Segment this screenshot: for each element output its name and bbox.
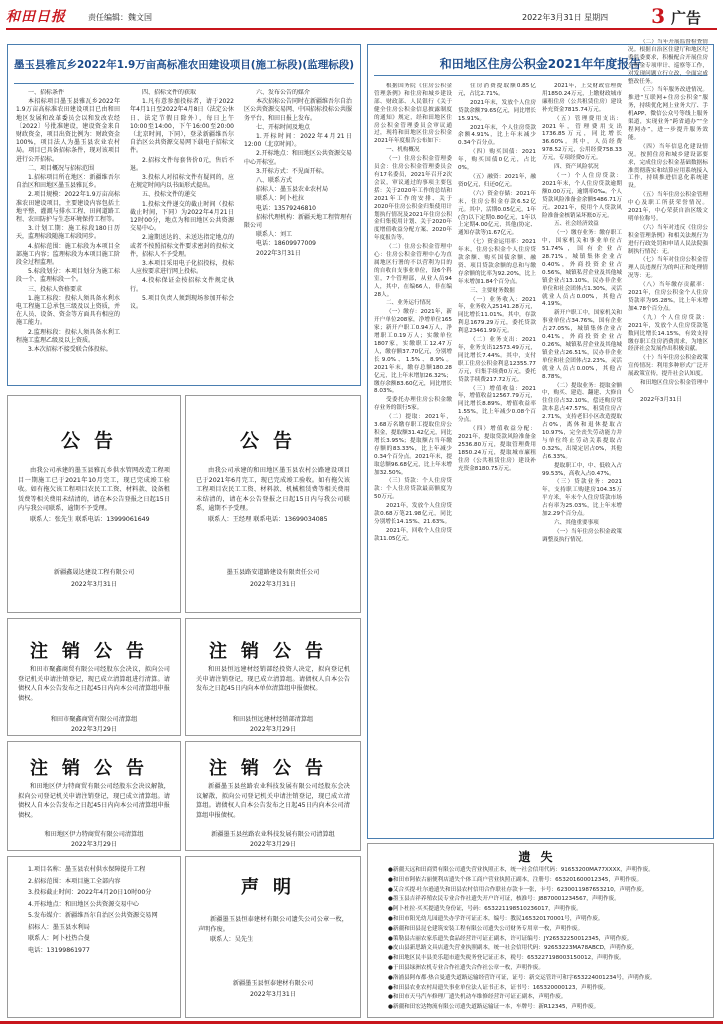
fund-paragraph: （一）住房公积金管理委员会：住房公积金管理委员会有17名委员，2021年召开2次会议，审议通过的事项主要包括：关于2020年工作的总结和2021年工作的安排、关于2020年住房公积金归集使用计划执行情况及2021年住房公积金归集使用计划、关于2020年度增值收益分配方案、2020年年度报告等。 [374,156,452,242]
tender-paragraph: 1.施工标段：投标人须具备水利水电工程施工总承包三级及以上资质，并在人员、设备、资金等方面具有相应的施工能力。 [16,294,120,327]
statement-date: 2022年3月31日 [249,991,297,998]
fund-paragraph: 2021年，回收个人住房贷款11.05亿元。 [374,527,452,542]
tender-paragraph: 3.开标方式：不见面开标。 [256,167,328,175]
notice-signature: 和田县恒远建材经销部清算组 [232,716,314,723]
fund-col-1 [374,83,452,833]
project-notice-line: 4.开标地点：和田地区公共资源交易中心 [28,900,140,908]
notice-body: 新疆墨玉县丝路农业科技发展有限公司经股东会决议解散，拟向公司登记机关申请注销登记，现已成立清算组。请债权人自本公告发布之日起45日内向本公司清算组申报债权。 [196,783,350,819]
notice-date: 2022年3月31日 [249,581,297,588]
project-notice-line: 1.项目名称：墨玉县农村供水保障提升工程 [28,866,146,873]
fund-paragraph: （六）当年对违反《住房公积金管理条例》和相关法规行为进行行政处罚和申请人民法院强制执行情况：无。 [628,224,708,255]
notice-box-1 [7,395,181,613]
notice-title: 公告 [239,430,306,452]
masthead-rule [6,28,717,30]
fund-paragraph: （六）资金存储：2021年末，住房公积金存款6.52亿元。其中，活期0.05亿元，1年(含)以下定期0.80亿元，1年以上定期4.00亿元，其他(协定、通知存款等)1.67亿元。 [458,190,536,237]
tender-paragraph: 四、招标文件的获取 [142,89,197,96]
notice-box-5 [7,741,181,851]
tender-paragraph: 三、投标人资格要求 [28,285,83,293]
section-number: 3 [651,4,665,28]
lost-item: ●新疆和田宏达物流有限公司遗失道路运输证一本，车牌号：新R12345，声明作废。 [388,1004,600,1011]
fund-paragraph: （一）缴存：2021年，新开户单位208家，净增单位165家；新开户职工0.94万人，净增职工0.19万人；实缴单位1807家，实缴职工12.47万人，缴存额37.70亿元，分别增长9.0%、1.5%、8.9%。2021年末，缴存总额180.28亿元，比上年末增加26.32%；缴存余额83.60亿元，同比增长8.03%。 [374,309,452,395]
fund-paragraph: （一）个人住房贷款：2021年末，个人住房贷款逾期额0.00万元，逾期率0‰。个人贷款风险准备金余额5486.71万元。2021年，使用个人贷款风险准备金核销呆坏账0万元。 [542,172,622,219]
fund-paragraph: 2021年末，个人住房贷款余额4.91%，比上年末减少0.34个百分点。 [458,124,536,147]
fund-paragraph: 受委托办理住房公积金缴存业务的银行5家。 [374,397,452,412]
lost-item: ●和田地区民丰县美乐超市遗失税务登记证正本，税号：653227198003150012，声明作废。 [388,955,625,962]
statement-body: 新疆墨玉县恒泰建材有限公司遗失公司公章一枚，声明作废。 联系人：吴先生 [198,916,348,943]
lost-item: ●于田县绿洲农机专业合作社遗失合作社公章一枚，声明作废。 [388,964,544,971]
notice-title: 注销公告 [209,641,337,662]
fund-paragraph: （七）资金运用率：2021年末，住房公积金个人住房贷款余额、购买国债余额、融资、项目贷款余额的总和与缴存余额的比率为92.20%，比上年末增加1.84个百分点。 [458,239,536,285]
fund-paragraph: 新开户职工中，国家机关和事业单位占34.76%，国有企业占27.05%，城镇集体企业占0.41%，外商投资企业占0.26%，城镇私营企业及其他城镇企业占26.51%，民办非企业单位和社会团体占2.23%，灵活就业人员占0.00%，其他占8.78%。 [542,310,622,380]
notice-date: 2022年3月29日 [249,841,297,848]
tender-ad [7,44,361,386]
notice-title: 注销公告 [30,641,158,662]
tender-paragraph: 2.逾期送达的、未送达指定地点的或者不按照招标文件要求密封的投标文件，招标人不予受理。 [130,234,234,258]
tender-title-rule [14,83,354,84]
fund-paragraph: （三）当年服务改进情况。推进“互联网+住房公积金”服务，持续优化网上业务大厅、手机APP、微信公众号等线上服务渠道，实现业务“跨省通办”“全程网办”，进一步提升服务效能。 [628,87,708,141]
notice-signature: 新疆墨玉县丝路农业科技发展有限公司清算组 [211,831,335,838]
fund-paragraph: （九）个人住房贷款：2021年，发放个人住房贷款笔数同比增长14.15%，有效支持缴存职工住房消费需求，为地区经济社会发展作出积极贡献。 [628,314,708,353]
fund-paragraph: （二）业务支出：2021年，业务支出12573.49万元，同比增长7.44%。其中，支付职工住房公积金利息12355.77万元，归集手续费0万元，委托贷款手续费217.72万元。 [458,337,536,383]
lost-item: ●阿卜杜拉·买买提遗失身份证，号码：653221198510236017，声明作废。 [388,906,582,913]
notice-signature: 墨玉县路安道路建设有限责任公司 [226,569,320,576]
fund-paragraph: 六、其他重要事项 [554,519,599,526]
tender-paragraph: 电话：13579246810 [256,204,316,212]
notice-title: 注销公告 [30,758,158,779]
lost-item: ●和田市阿依古丽便利店遗失个体工商户营业执照正副本，注册号：653201600012345，声明作废。 [388,876,643,883]
tender-paragraph: 八、联系方式 [256,177,293,185]
fund-paragraph: 2021年，上交财政管理费用1850.24万元，上缴财政城市廉租住房（公共租赁住房）建设补充资金7815.74万元。 [542,83,622,113]
fund-paragraph: （五）融资：2021年，融资0亿元，归还0亿元。 [458,173,536,188]
tender-col-2 [130,89,234,379]
project-notice [7,856,181,1018]
statement-signature: 新疆墨玉县恒泰建材有限公司 [232,980,314,987]
notice-body: 由我公司承建的墨玉县雅瓦乡供水管网改造工程项目一期施工已于2021年10月完工，现已完成竣工验收。如有拖欠该工程项目农民工工资、材料款、设备租赁费等相关费用未结清的，请在本公告登报之日起15日内与我公司联系，逾期不予受理。 联系人：张先生 联系电话：13999061649 [18,467,170,523]
lost-item: ●和田县农业农村局遗失事业单位法人证书正本，证书号：165320000123，声明作废。 [388,984,609,991]
notice-box-4 [185,618,361,736]
tender-paragraph: 本招标项目墨玉县雅瓦乡2022年1.9万亩高标准农田建设项目已由和田地区发展和改革委员会以和发改农经〔2022〕号批准建设，建设资金来自财政资金，项目出资比例为：财政资金100%，项目法人为墨玉县农业农村局。项目已具备招标条件，现对该项目进行公开招标。 [16,98,120,163]
lost-item: ●和田市阳光幼儿园遗失办学许可证正本，编号：教民165320170001号，声明作废。 [388,915,604,922]
project-notice-line: 招标人：墨玉县水利局 [28,923,90,931]
tender-col-3 [244,89,352,379]
tender-paragraph: 2.项目规模：2022年1.9万亩高标准农田建设项目，主要建设内容包括土地平整、灌溉与排水工程、田间道路工程、农田防护与生态环境保持工程等。 [16,191,120,224]
notice-box-6 [185,741,361,851]
fund-paragraph: 住房消费提取额0.85亿元，占比2.71%。 [458,83,536,97]
tender-paragraph: 1.投标文件递交的截止时间（投标截止时间，下同）为2022年4月21日12时00分，地点为和田地区公共资源交易中心。 [130,200,234,233]
lost-item: ●墨玉县吉祥养殖农民专业合作社遗失开户许可证，核准号：J8870001234567，声明作废。 [388,896,620,903]
fund-title: 和田地区住房公积金2021年年度报告 [439,57,642,71]
tender-paragraph: 3.本次招标不接受联合体投标。 [28,346,112,354]
tender-paragraph: 2.招标文件每套售价0元，售后不退。 [130,156,234,172]
fund-paragraph: 2021年，发放个人住房贷款0.68万笔21.98亿元，同比分别增长14.15%、21.63%。 [374,503,452,525]
tender-paragraph: 5.项目负责人须到现场参加开标会议。 [130,294,234,311]
newspaper-logo: 和田日报 [6,9,66,25]
fund-paragraph: 2021年末，发放个人住房贷款余额79.65亿元，同比增长15.91%。 [458,99,536,122]
tender-paragraph: 2022年3月31日 [256,249,301,257]
tender-paragraph: 二、项目概况与招标范围 [28,164,95,172]
tender-col-1 [16,89,120,379]
issue-date: 2022年3月31日 星期四 [522,13,609,22]
project-notice-line: 2.招标范围：本项目施工全部内容 [28,877,121,885]
tender-paragraph: 招标代理机构：新疆天地工程管理有限公司 [244,213,352,230]
tender-paragraph: 七、开标时间及地点 [256,123,311,131]
tender-paragraph: 3.本项目采用电子化招投标，投标人应按要求进行网上投标。 [130,260,234,276]
fund-paragraph: （一）业务收入：2021年，业务收入25141.28万元，同比增长11.01%。其中，存款利息1679.29万元，委托贷款利息23461.99万元。 [458,296,536,335]
lost-item: ●洛浦县阿布都·热合曼遗失道路运输经营许可证，证号：新交运管许可和字653224001234号，声明作废。 [388,974,656,981]
notice-body: 和田市聚鑫商贸有限公司经股东会决议，拟向公司登记机关申请注销登记，现已成立清算组进行清算。请债权人自本公告发布之日起45日内向本公司清算组申报债权。 [18,666,170,702]
notice-date: 2022年3月31日 [70,581,118,588]
fund-paragraph: 一、机构概况 [386,147,420,154]
tender-paragraph: 4.招标范围：施工标段为本项目全部施工内容；监理标段为本项目施工阶段全过程监理。 [16,242,120,267]
fund-paragraph: 三、主要财务数据 [470,287,515,294]
fund-paragraph: （八）当年缴存贡献率：2021年，住房公积金个人住房贷款率为95.28%，比上年末增加4.78个百分点。 [628,282,708,312]
tender-paragraph: 1.招标项目所在地区：新疆维吾尔自治区和田地区墨玉县雅瓦乡。 [16,174,120,190]
tender-paragraph: 2.监理标段：投标人须具备水利工程施工监理乙级及以上资质。 [16,328,120,344]
project-notice-line: 5.发布媒介：新疆维吾尔自治区公共资源交易网 [28,912,158,919]
tender-paragraph: 5.标段划分：本项目划分为施工标段一个、监理标段一个。 [16,268,120,284]
tender-paragraph: 3.投标人对招标文件有疑问的，应在规定时间内以书面形式提出。 [130,174,234,190]
editor-label: 责任编辑：魏文国 [88,13,152,22]
fund-paragraph: （七）当年对住房公积金管理人员违规行为的纠正和处理情况等：无。 [628,257,708,280]
tender-paragraph: 一、招标条件 [28,89,65,96]
project-notice-lines [16,865,174,1013]
fund-paragraph: （三）增值收益：2021年，增值收益12567.79万元，同比增长8.89%，增值收益率1.55%，比上年减少0.08个百分点。 [458,385,536,424]
project-notice-line: 3.投标截止时间：2022年4月20日10时00分 [28,889,152,896]
tender-paragraph: 电话：18609977009 [256,240,316,248]
tender-paragraph: 3.计划工期：施工标段180日历天，监理标段随施工标段同步。 [16,225,120,241]
notice-signature: 新疆鑫晟达建设工程有限公司 [53,569,135,576]
notice-title: 注销公告 [209,758,337,779]
fund-report [367,39,714,839]
fund-col-2 [458,83,536,833]
fund-paragraph: （二）住房公积金管理中心：住房公积金管理中心为直属地区行署的不以营利为目的的自收自支事业单位，设6个科室，7个管理部，从业人员94人，其中，在编66人，非在编28人。 [374,244,452,298]
lost-item: ●和田市天马汽车修理厂遗失机动车维修经营许可证正副本，声明作废。 [388,994,567,1001]
fund-paragraph: （二）当年开展监督检查情况。根据自治区住建厅和地区纪委监委要求，积极配合开展住房公积金专项审计、巡察等工作，对发现问题立行立改，全面完成整改任务。 [628,39,708,85]
tender-paragraph: 1.开标时间：2022年4月21日12:00（北京时间）。 [244,133,352,149]
fund-paragraph: （五）管理费用支出：2021年，管理费用支出1736.85万元，同比增长36.60%。其中，人员经费978.52万元，公用经费758.33万元，专项经费0万元。 [542,115,622,162]
lost-item: ●新疆天远和田商贸有限公司遗失营业执照正本，统一社会信用代码：91653200MA77XXXX，声明作废。 [388,867,654,873]
lost-notices [367,843,714,1018]
fund-paragraph: 四、资产风险状况 [554,164,599,171]
fund-paragraph: （三）贷款业务：2021年，支持职工购建房104.35万平方米，年末个人住房贷款市场占有率为25.03%，比上年末增加2.29个百分点。 [542,479,622,518]
project-notice-line: 电话：13199861977 [28,946,90,954]
fund-paragraph: （四）购买国债：2021年，购买国债0亿元，占比0%。 [458,149,536,172]
notice-box-3 [7,618,181,736]
lost-item: ●新疆和田县昆仑建筑安装工程有限公司遗失公司财务专用章一枚，声明作废。 [388,925,584,932]
fund-paragraph: （一）缴存业务：缴存职工中，国家机关和事业单位占51.74%，国有企业占28.71%，城镇集体企业占0.40%，外商投资企业占0.56%，城镇私营企业及其他城镇企业占13.10%，民办非企业单位和社会团体占1.30%，灵活就业人员占0.00%，其他占4.19%。 [542,230,622,308]
fund-paragraph: （三）贷款：个人住房贷款：个人住房贷款最高额度为50万元。 [374,478,452,501]
fund-paragraph: 五、社会经济效益 [554,221,599,228]
lost-item: ●艾合买提·吐尔逊遗失和田县农村信用合作联社存款卡一张，卡号：6230011987653210，声明作废。 [388,886,648,893]
tender-paragraph: 4.投标保证金按招标文件规定执行。 [130,277,234,293]
tender-title: 墨玉县雅瓦乡2022年1.9万亩高标准农田建设项目(施工标段)(监理标段) [13,59,355,71]
section-name: 广告 [670,9,701,27]
fund-paragraph: （二）提取：2021年，3.68万名缴存职工提取住房公积金，提取额31.42亿元，同比增长3.95%；提取额占当年缴存额的83.33%，比上年减少0.34个百分点。2021年末，提取总额96.68亿元，比上年末增加32.50%。 [374,414,452,476]
fund-paragraph: 和田地区住房公积金管理中心 [628,380,708,394]
notice-date: 2022年3月29日 [249,726,297,733]
lost-item: ●皮山县新思路文具店遗失营业执照副本，统一社会信用代码：92653223MA78ABCD，声明作废。 [388,945,638,952]
tender-paragraph: 五、投标文件的递交 [142,191,197,199]
statement-title: 声明 [241,877,305,898]
notice-body: 和田县恒远建材经销部经投资人决定，拟向登记机关申请注销登记，现已成立清算组。请债权人自本公告发布之日起45日内向本单位清算组申报债权。 [196,666,350,692]
tender-paragraph: 六、发布公告的媒介 [256,89,311,96]
fund-paragraph: 根据国务院《住房公积金管理条例》和住房和城乡建设部、财政部、人民银行《关于健全住房公积金信息披露制度的通知》规定，经和田地区住房公积金管理委员会审议通过，现将和田地区住房公积金2021年年度报告公布如下： [374,83,452,145]
fund-paragraph: （十）当年住房公积金政策宣传情况：利用多种形式广泛开展政策宣传，提升社会认知度。 [628,355,708,378]
fund-paragraph: 提取职工中，中、低收入占99.53%，高收入占0.47%。 [542,462,622,477]
lost-item: ●策勒县古丽农家乐遗失食品经营许可证正副本，许可证编号：JY26532250012345，声明作废。 [388,935,633,942]
tender-paragraph: 联系人：刘工 [256,231,293,239]
notice-date: 2022年3月29日 [70,841,118,848]
tender-paragraph: 1.凡有意参加投标者，请于2022年4月1日至2022年4月8日（法定公休日、法定节假日除外），每日上午10:00至14:00，下午16:00至20:00（北京时间，下同），登录新疆维吾尔自治区公共资源交易网下载电子招标文件。 [130,98,234,155]
notice-signature: 和田市聚鑫商贸有限公司清算组 [50,716,138,723]
fund-col-3 [542,83,622,833]
notice-body: 和田地区伊力特商贸有限公司经股东会决议解散，拟向公司登记机关申请注销登记，现已成立清算组。请债权人自本公告发布之日起45日内向本公司清算组申报债权。 [18,783,170,819]
tender-paragraph: 招标人：墨玉县农业农村局 [256,186,329,194]
fund-col-4 [628,39,708,833]
tender-paragraph: 本次招标公告同时在新疆维吾尔自治区公共资源交易网、中国招标投标公共服务平台、和田日报上发布。 [244,98,352,122]
project-notice-line: 联系人：阿卜杜热合曼 [28,935,90,942]
fund-paragraph: （五）当年住房公积金管理中心及职工所获荣誉情况。2021年，中心荣获自治区级文明单位称号。 [628,192,708,222]
fund-paragraph: （二）提取业务：提取金额中，购买、建造、翻建、大修自住住房占32.10%，偿还购房贷款本息占47.57%，租赁住房占2.71%，支持老旧小区改造提取占0%，离休和退休提取占10.97%，完全丧失劳动能力并与单位终止劳动关系提取占0.32%，出境定居占0%，其他占6.33%。 [542,382,622,460]
tender-paragraph: 联系人：阿卜杜拉 [256,195,305,203]
notice-signature: 和田地区伊力特商贸有限公司清算组 [44,831,144,838]
fund-paragraph: （四）当年信息化建设情况。按照住房和城乡建设部要求，完成住房公积金基础数据标准贯彻落实和结算应用系统接入工作，持续推进信息化系统建设。 [628,143,708,190]
fund-paragraph: （一）当年住房公积金政策调整及执行情况。 [542,528,622,543]
fund-paragraph: 二、业务运行情况 [386,300,431,307]
tender-paragraph: 2.开标地点：和田地区公共资源交易中心开标室。 [244,150,352,166]
statement-box [185,856,361,1018]
notice-box-2 [185,395,361,613]
lost-lines [376,866,706,1016]
fund-paragraph: （四）增值收益分配：2021年，提取贷款风险准备金2536.80万元，提取管理费用1850.24万元，提取城市廉租住房（公共租赁住房）建设补充资金8180.75万元。 [458,426,536,472]
notice-title: 公告 [60,430,127,452]
lost-title: 遗失 [518,850,563,864]
notice-date: 2022年3月29日 [70,726,118,733]
fund-paragraph: 2022年3月31日 [640,396,682,403]
notice-body: 由我公司承建的和田地区墨玉县农村公路建设项目已于2021年6月完工，现已完成竣工验收。如有拖欠该工程项目农民工工资、材料款、机械租赁费等相关费用未结清的，请在本公告登报之日起15日内与我公司联系，逾期不予受理。 联系人：王经理 联系电话：13699034085 [196,467,350,523]
